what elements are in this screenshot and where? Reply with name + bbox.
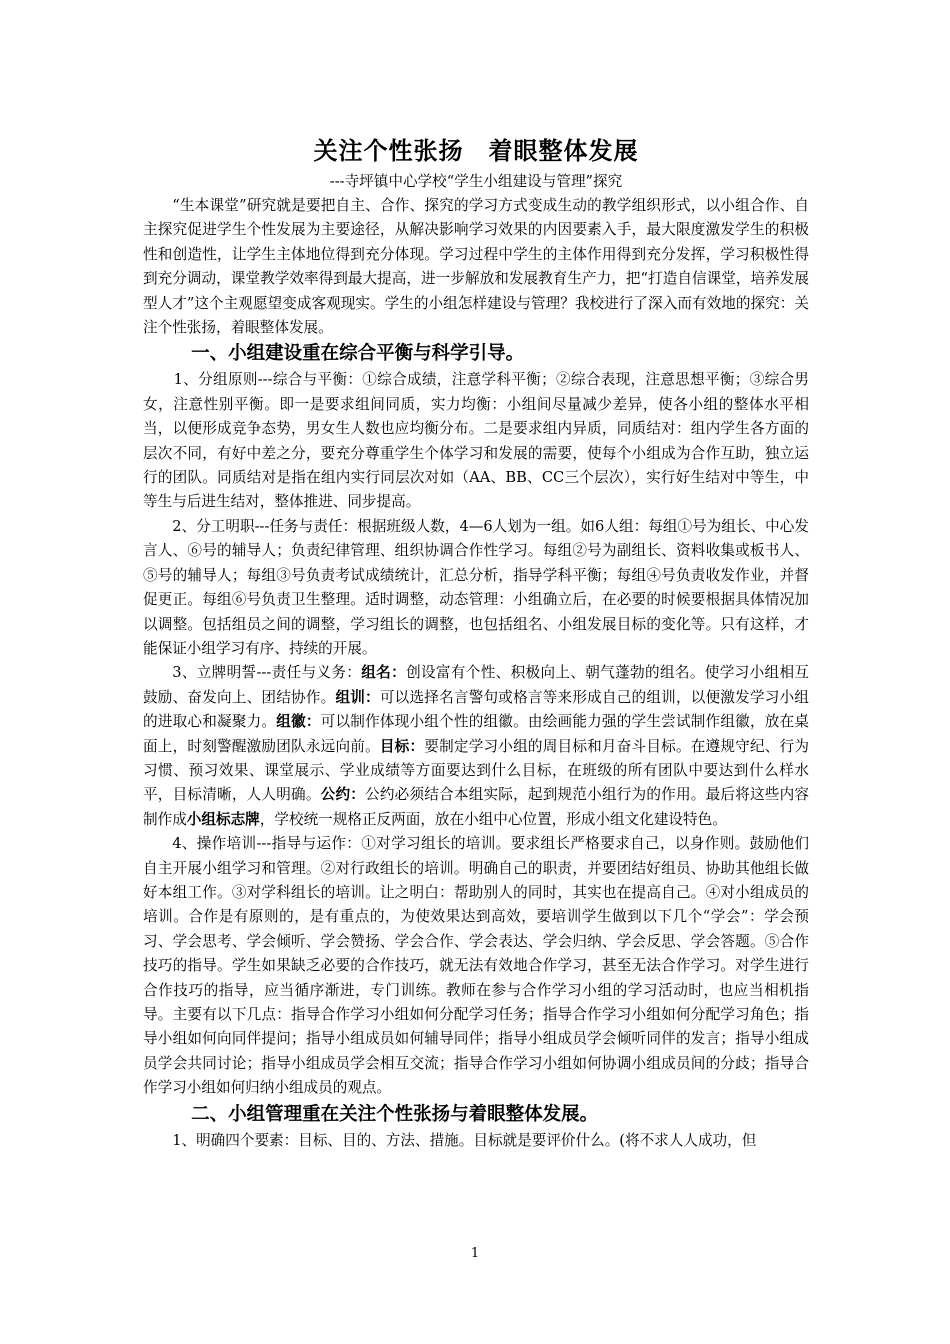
keyword-group-sign: 小组标志牌 <box>186 810 260 828</box>
paragraph-text: ，学校统一规格正反两面，放在小组中心位置，形成小组文化建设特色。 <box>259 810 727 828</box>
section-1-paragraph-3 <box>143 661 809 832</box>
paragraph-text: 公约必须结合本组实际，起到规范小组行为的作用。最后将这些内容制作成 <box>143 786 809 828</box>
keyword-group-motto: 组训： <box>335 688 380 706</box>
section-1-paragraph-4: 4、操作培训---指导与运作：①对学习组长的培训。要求组长严格要求自己，以身作则。鼓励他们自主开展小组学习和管理。②对行政组长的培训。明确自己的职责，并要团结好组员、协助其他组长做好本组工作。③对学科组长的培训。让之明白：帮助别人的同时，其实也在提高自己。④对小组成员的培训。合作是有原则的，是有重点的，为使效果达到高效，要培训学生做到以下几个“学会”：学会预习、学会思考、学会倾听、学会赞扬、学会合作、学会表达、学会归纳、学会反思、学会答题。⑤合作技巧的指导。学生如果缺乏必要的合作技巧，就无法有效地合作学习，甚至无法合作学习。对学生进行合作技巧的指导，应当循序渐进，专门训练。教师在参与合作学习小组的学习活动时，也应当相机指导。主要有以下几点：指导合作学习小组如何分配学习任务；指导合作学习小组如何分配学习角色；指导小组如何向同伴提问；指导小组成员如何辅导同伴；指导小组成员学会倾听同伴的发言；指导小组成员学会共同讨论；指导小组成员学会相互交流；指导合作学习小组如何协调小组成员间的分歧；指导合作学习小组如何归纳小组成员的观点。 <box>143 835 809 1097</box>
paragraph-text: 可以选择名言警句或格言等来形成自己的组训，以便激发学习小组的进取心和凝聚力。 <box>143 688 809 731</box>
document-body <box>143 136 809 1153</box>
intro-paragraph: “生本课堂”研究就是要把自主、合作、探究的学习方式变成生动的教学组织形式，以小组合作、自主探究促进学生个性发展为主要途径，从解决影响学习效果的内因要素入手，最大限度激发学生的积极性和创造性，让学生主体地位得到充分体现。学习过程中学生的主体作用得到充分发挥，学习积极性得到充分调动，课堂教学效率得到最大提高，进一步解放和发展教育生产力，把“打造自信课堂，培养发展型人才”这个主观愿望变成客观现实。学生的小组怎样建设与管理？我校进行了深入而有效地的探究：关注个性张扬，着眼整体发展。 <box>143 197 809 337</box>
keyword-group-name: 组名： <box>361 664 407 682</box>
paragraph-text: 创设富有个性、积极向上、朝气蓬勃的组名。使学习小组相互鼓励、奋发向上、团结协作。 <box>143 664 809 706</box>
section-2-paragraph-1: 1、明确四个要素：目标、目的、方法、措施。目标就是要评价什么。(将不求人人成功，但 <box>172 1131 757 1149</box>
section-1-paragraph-1: 1、分组原则---综合与平衡：①综合成绩，注意学科平衡；②综合表现，注意思想平衡；③综合男女，注意性别平衡。即一是要求组间同质，实力均衡：小组间尽量减少差异，使各小组的整体水平相当，以便形成竞争态势，男女生人数也应均衡分布。二是要求组内异质，同质结对：组内学生各方面的层次不同，有好中差之分，要充分尊重学生个体学习和发展的需要，使每个小组成为合作互助，独立运行的团队。同质结对是指在组内实行同层次对如（AA、BB、CC三个层次），实行好生结对中等生，中等生与后进生结对，整体推进、同步提高。 <box>143 371 809 511</box>
paragraph-text: 要制定学习小组的周目标和月奋斗目标。在遵规守纪、行为习惯、预习效果、课堂展示、学业成绩等方面要达到什么目标，在班级的所有团队中要达到什么样水平，目标清晰，人人明确。 <box>143 737 809 804</box>
section-2-heading: 二、小组管理重在关注个性张扬与着眼整体发展。 <box>191 1103 599 1125</box>
keyword-goal: 目标： <box>379 737 425 755</box>
keyword-convention: 公约： <box>320 786 366 804</box>
page-number: 1 <box>470 1246 480 1261</box>
paragraph-text: 可以制作体现小组个性的组徽。由绘画能力强的学生尝试制作组徽，放在桌面上，时刻警醒激励团队永远向前。 <box>143 713 809 755</box>
keyword-group-emblem: 组徽： <box>276 713 321 731</box>
document-title: 关注个性张扬 着眼整体发展 <box>313 137 639 165</box>
section-1-paragraph-2: 2、分工明职---任务与责任：根据班级人数，4—6人划为一组。如6人组：每组①号为组长、中心发言人、⑥号的辅导人；负责纪律管理、组织协调合作性学习。每组②号为副组长、资料收集或板书人、⑤号的辅导人；每组③号负责考试成绩统计，汇总分析，指导学科平衡；每组④号负责收发作业，并督促更正。每组⑥号负责卫生整理。适时调整，动态管理：小组确立后，在必要的时候要根据具体情况加以调整。包括组员之间的调整，学习组长的调整，也包括组名、小组发展目标的变化等。只有这样，才能保证小组学习有序、持续的开展。 <box>143 517 809 657</box>
paragraph-lead: 3、立牌明誓---责任与义务： <box>172 664 362 682</box>
document-subtitle: ---寺坪镇中心学校“学生小组建设与管理”探究 <box>329 173 623 190</box>
section-1-heading: 一、小组建设重在综合平衡与科学引导。 <box>191 343 525 365</box>
